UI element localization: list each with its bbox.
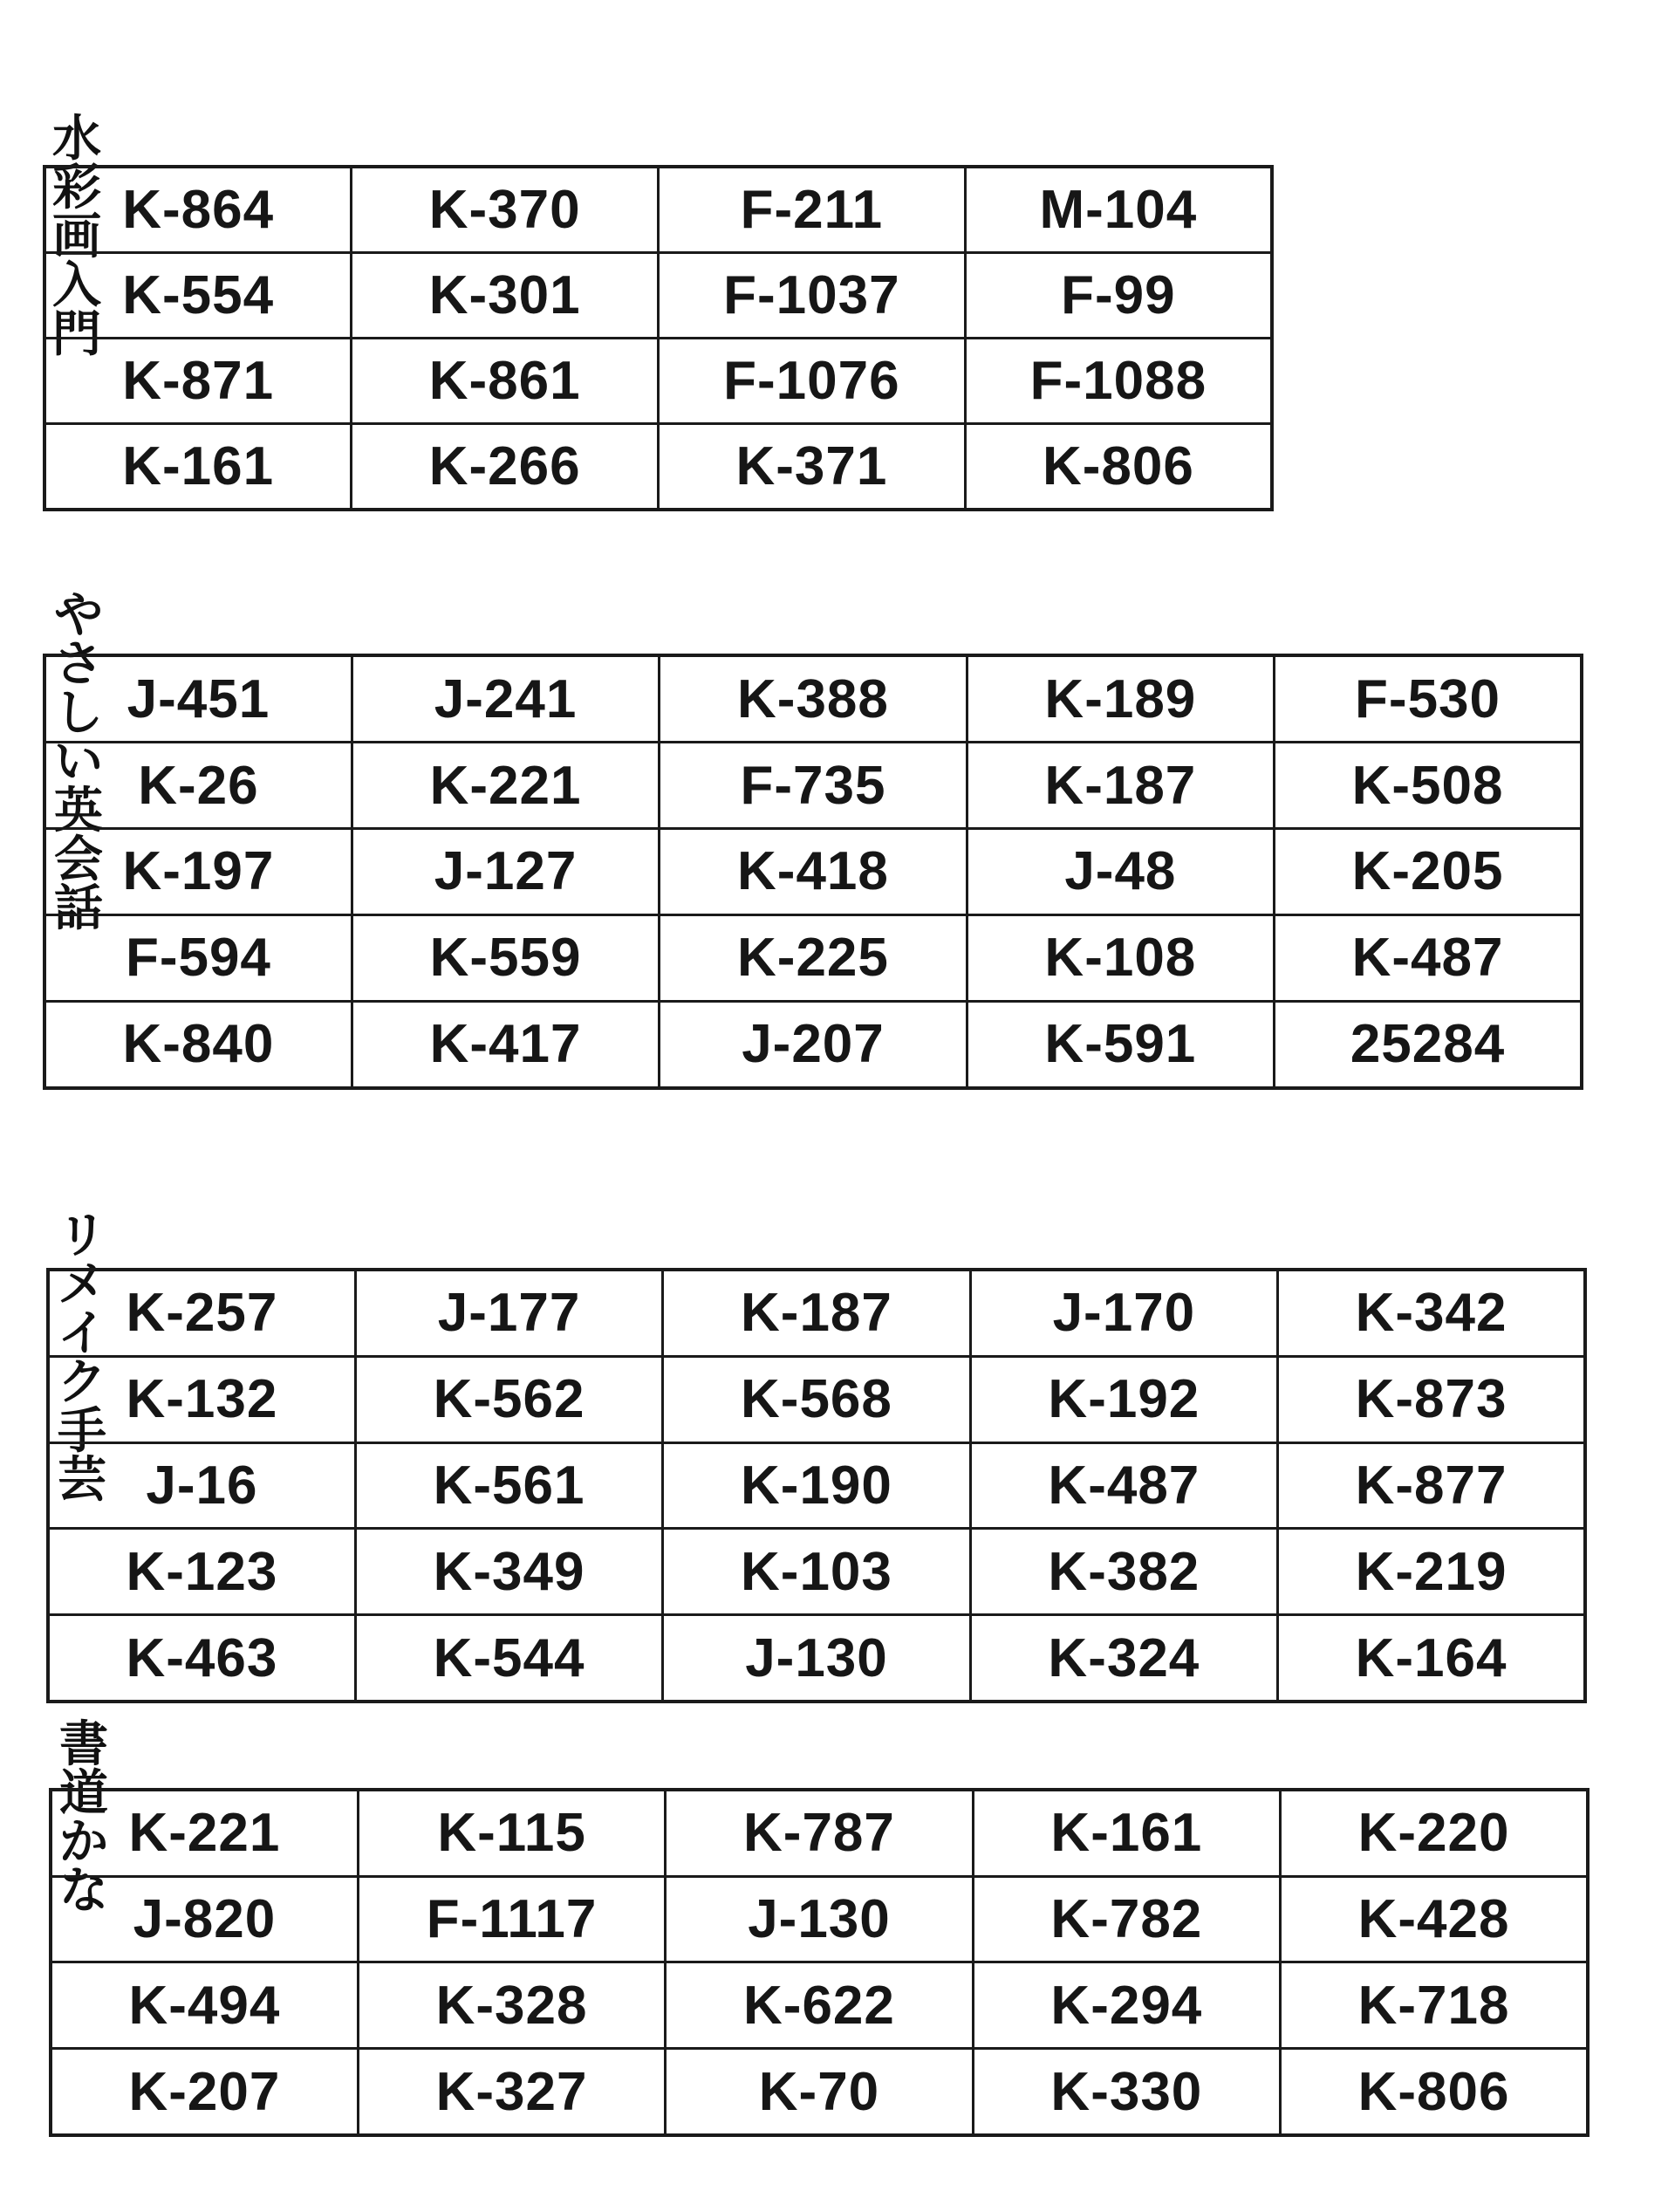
table-row bbox=[44, 338, 1272, 423]
code-cell: K-103 bbox=[663, 1529, 970, 1615]
code-cell: K-428 bbox=[1281, 1876, 1588, 1962]
code-cell: K-508 bbox=[1275, 743, 1582, 829]
code-cell: M-104 bbox=[965, 167, 1272, 253]
code-table bbox=[43, 165, 1274, 511]
code-cell: K-327 bbox=[358, 2049, 665, 2135]
code-cell: K-622 bbox=[666, 1962, 973, 2049]
code-cell: J-207 bbox=[660, 1001, 967, 1088]
code-cell: K-132 bbox=[48, 1356, 355, 1442]
code-cell: F-594 bbox=[44, 914, 352, 1001]
table-row bbox=[44, 743, 1582, 829]
code-cell: K-861 bbox=[352, 338, 659, 423]
code-cell: K-463 bbox=[48, 1615, 355, 1702]
code-cell: K-207 bbox=[51, 2049, 358, 2135]
code-cell: K-806 bbox=[965, 423, 1272, 510]
code-cell: K-561 bbox=[355, 1442, 662, 1529]
code-cell: K-115 bbox=[358, 1790, 665, 1876]
code-cell: K-123 bbox=[48, 1529, 355, 1615]
section-title: やさしい英会話 bbox=[54, 587, 102, 937]
code-cell: K-161 bbox=[973, 1790, 1280, 1876]
code-cell: K-417 bbox=[352, 1001, 659, 1088]
code-cell: K-187 bbox=[663, 1270, 970, 1356]
code-table bbox=[43, 654, 1583, 1090]
table-row bbox=[44, 1001, 1582, 1088]
table-row bbox=[48, 1442, 1585, 1529]
code-cell: K-330 bbox=[973, 2049, 1280, 2135]
code-cell: J-130 bbox=[666, 1876, 973, 1962]
code-cell: K-187 bbox=[967, 743, 1274, 829]
code-cell: K-294 bbox=[973, 1962, 1280, 2049]
code-cell: K-382 bbox=[970, 1529, 1277, 1615]
code-cell: F-1037 bbox=[659, 253, 966, 339]
code-cell: K-487 bbox=[970, 1442, 1277, 1529]
code-cell: K-568 bbox=[663, 1356, 970, 1442]
code-cell: K-197 bbox=[44, 829, 352, 915]
code-cell: K-371 bbox=[659, 423, 966, 510]
code-cell: K-873 bbox=[1278, 1356, 1585, 1442]
code-cell: K-787 bbox=[666, 1790, 973, 1876]
code-cell: K-877 bbox=[1278, 1442, 1585, 1529]
code-cell: K-562 bbox=[355, 1356, 662, 1442]
code-cell: F-1076 bbox=[659, 338, 966, 423]
code-cell: K-221 bbox=[51, 1790, 358, 1876]
code-cell: K-190 bbox=[663, 1442, 970, 1529]
section-title: 書道かな bbox=[59, 1716, 107, 1920]
code-cell: F-1117 bbox=[358, 1876, 665, 1962]
table-row bbox=[44, 829, 1582, 915]
code-cell: K-864 bbox=[44, 167, 352, 253]
code-cell: J-451 bbox=[44, 655, 352, 743]
table-row bbox=[48, 1270, 1585, 1356]
code-cell: K-554 bbox=[44, 253, 352, 339]
code-cell: K-161 bbox=[44, 423, 352, 510]
table-row bbox=[44, 655, 1582, 743]
code-cell: J-130 bbox=[663, 1615, 970, 1702]
table-row bbox=[44, 253, 1272, 339]
code-cell: J-127 bbox=[352, 829, 659, 915]
code-cell: K-257 bbox=[48, 1270, 355, 1356]
code-cell: K-26 bbox=[44, 743, 352, 829]
code-cell: K-487 bbox=[1275, 914, 1582, 1001]
code-cell: J-820 bbox=[51, 1876, 358, 1962]
code-cell: F-735 bbox=[660, 743, 967, 829]
code-cell: K-871 bbox=[44, 338, 352, 423]
code-cell: K-342 bbox=[1278, 1270, 1585, 1356]
code-cell: K-349 bbox=[355, 1529, 662, 1615]
code-cell: K-328 bbox=[358, 1962, 665, 2049]
code-cell: K-718 bbox=[1281, 1962, 1588, 2049]
code-cell: K-370 bbox=[352, 167, 659, 253]
code-cell: K-266 bbox=[352, 423, 659, 510]
code-cell: K-388 bbox=[660, 655, 967, 743]
table-row bbox=[44, 914, 1582, 1001]
code-cell: 25284 bbox=[1275, 1001, 1582, 1088]
code-cell: K-205 bbox=[1275, 829, 1582, 915]
code-cell: K-324 bbox=[970, 1615, 1277, 1702]
code-cell: K-544 bbox=[355, 1615, 662, 1702]
code-cell: K-225 bbox=[660, 914, 967, 1001]
code-cell: K-219 bbox=[1278, 1529, 1585, 1615]
table-row bbox=[51, 1790, 1588, 1876]
code-cell: K-220 bbox=[1281, 1790, 1588, 1876]
code-cell: K-192 bbox=[970, 1356, 1277, 1442]
code-cell: F-530 bbox=[1275, 655, 1582, 743]
code-table bbox=[46, 1268, 1587, 1703]
section-title: リメイク手芸 bbox=[58, 1208, 106, 1509]
code-table bbox=[49, 1788, 1590, 2137]
section-title: 水彩画入門 bbox=[52, 111, 100, 363]
code-cell: K-418 bbox=[660, 829, 967, 915]
code-cell: F-1088 bbox=[965, 338, 1272, 423]
code-cell: J-170 bbox=[970, 1270, 1277, 1356]
code-cell: K-70 bbox=[666, 2049, 973, 2135]
code-cell: J-177 bbox=[355, 1270, 662, 1356]
code-cell: K-164 bbox=[1278, 1615, 1585, 1702]
code-cell: K-591 bbox=[967, 1001, 1274, 1088]
table-row bbox=[48, 1615, 1585, 1702]
table-row bbox=[44, 423, 1272, 510]
code-cell: K-221 bbox=[352, 743, 659, 829]
code-cell: J-241 bbox=[352, 655, 659, 743]
table-row bbox=[51, 1876, 1588, 1962]
code-cell: K-108 bbox=[967, 914, 1274, 1001]
table-row bbox=[44, 167, 1272, 253]
code-cell: K-782 bbox=[973, 1876, 1280, 1962]
code-cell: K-494 bbox=[51, 1962, 358, 2049]
code-cell: K-806 bbox=[1281, 2049, 1588, 2135]
code-cell: K-840 bbox=[44, 1001, 352, 1088]
code-cell: K-189 bbox=[967, 655, 1274, 743]
table-row bbox=[51, 2049, 1588, 2135]
code-cell: K-301 bbox=[352, 253, 659, 339]
code-cell: J-48 bbox=[967, 829, 1274, 915]
code-cell: F-211 bbox=[659, 167, 966, 253]
table-row bbox=[48, 1529, 1585, 1615]
code-cell: F-99 bbox=[965, 253, 1272, 339]
code-cell: K-559 bbox=[352, 914, 659, 1001]
table-row bbox=[51, 1962, 1588, 2049]
table-row bbox=[48, 1356, 1585, 1442]
code-cell: J-16 bbox=[48, 1442, 355, 1529]
